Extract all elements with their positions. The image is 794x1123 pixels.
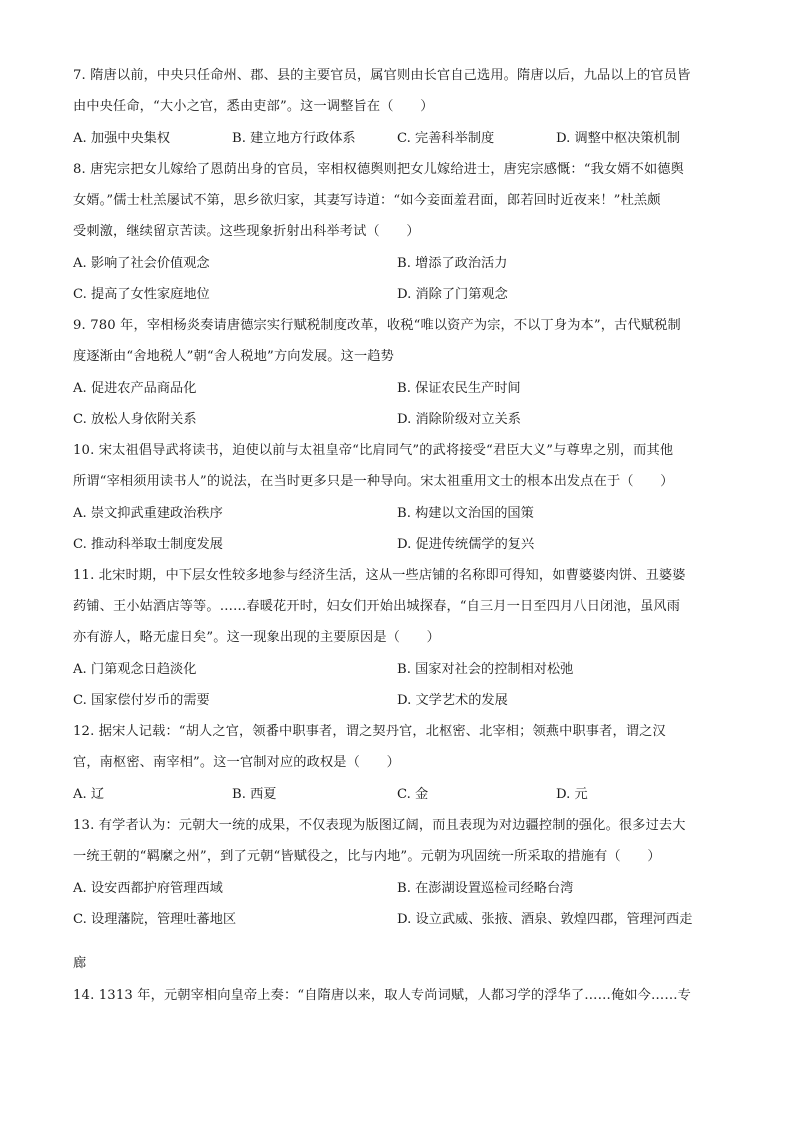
q10-stem-line-2: 所谓“宰相须用读书人”的说法，在当时更多只是一种导向。宋太祖重用文士的根本出发点在于（ ）	[73, 474, 674, 489]
q9-stem-line-1: 9. 780 年，宰相杨炎奏请唐德宗实行赋税制度改革，收税“唯以资产为宗，不以丁身为本”，古代赋税制	[73, 318, 681, 333]
q8-option-c: C. 提高了女性家庭地位	[73, 287, 210, 302]
q13-option-d: D. 设立武威、张掖、酒泉、敦煌四郡，管理河西走	[397, 912, 693, 927]
q9-option-a: A. 促进农产品商品化	[73, 381, 197, 396]
q13-option-c: C. 设理藩院，管理吐蕃地区	[73, 912, 237, 927]
q11-stem-line-3: 亦有游人，略无虚日矣”。这一现象出现的主要原因是（ ）	[73, 630, 441, 645]
q12-stem-line-1: 12. 据宋人记载：“胡人之官，领番中职事者，谓之契丹官，北枢密、北宰相；领燕中职事者，谓之汉	[73, 724, 666, 739]
q9-stem-line-2: 度逐渐由“舍地税人”朝“舍人税地”方向发展。这一趋势	[73, 349, 394, 364]
q7-option-c: C. 完善科举制度	[397, 131, 495, 146]
q10-option-d: D. 促进传统儒学的复兴	[397, 537, 535, 552]
q12-option-d: D. 元	[556, 787, 588, 802]
q7-stem-line-1: 7. 隋唐以前，中央只任命州、郡、县的主要官员，属官则由长官自己选用。隋唐以后，九品以上的官员皆	[73, 68, 691, 83]
q12-option-b: B. 西夏	[232, 787, 277, 802]
q8-option-a: A. 影响了社会价值观念	[73, 256, 210, 271]
q11-option-d: D. 文学艺术的发展	[397, 693, 508, 708]
q9-option-c: C. 放松人身依附关系	[73, 412, 197, 427]
q11-stem-line-1: 11. 北宋时期，中下层女性较多地参与经济生活，这从一些店铺的名称即可得知，如曹婆婆肉饼、丑婆婆	[73, 568, 686, 583]
q8-option-b: B. 增添了政治活力	[397, 256, 508, 271]
q10-option-b: B. 构建以文治国的国策	[397, 506, 534, 521]
q7-option-b: B. 建立地方行政体系	[232, 131, 356, 146]
q8-option-d: D. 消除了门第观念	[397, 287, 508, 302]
q12-stem-line-2: 官，南枢密、南宰相”。这一官制对应的政权是（ ）	[73, 755, 400, 770]
q7-option-a: A. 加强中央集权	[73, 131, 171, 146]
q9-option-d: D. 消除阶级对立关系	[397, 412, 521, 427]
q7-stem-line-2: 由中央任命，“大小之官，悉由吏部”。这一调整旨在（ ）	[73, 99, 434, 114]
q9-option-b: B. 保证农民生产时间	[397, 381, 521, 396]
q11-option-a: A. 门第观念日趋淡化	[73, 662, 197, 677]
q10-option-c: C. 推动科举取士制度发展	[73, 537, 223, 552]
q14-stem-line-1: 14. 1313 年，元朝宰相向皇帝上奏：“自隋唐以来，取人专尚词赋，人都习学的浮华了……俺如今……专	[73, 988, 691, 1003]
q11-option-c: C. 国家偿付岁币的需要	[73, 693, 210, 708]
q8-stem-line-3: 受刺激，继续留京苦读。这些现象折射出科举考试（ ）	[73, 224, 420, 239]
q13-option-b: B. 在澎湖设置巡检司经略台湾	[397, 881, 574, 896]
q13-option-d-wrap: 廊	[73, 956, 87, 971]
q11-stem-line-2: 药铺、王小姑酒店等等。……春暖花开时，妇女们开始出城探春，“自三月一日至四月八日闭池，虽风雨	[73, 599, 681, 614]
q10-option-a: A. 崇文抑武重建政治秩序	[73, 506, 223, 521]
q11-option-b: B. 国家对社会的控制相对松弛	[397, 662, 574, 677]
q12-option-c: C. 金	[397, 787, 429, 802]
q12-option-a: A. 辽	[73, 787, 105, 802]
q13-stem-line-1: 13. 有学者认为：元朝大一统的成果，不仅表现为版图辽阔，而且表现为对边疆控制的强化。很多过去大	[73, 818, 686, 833]
q13-stem-line-2: 一统王朝的“羁縻之州”，到了元朝“皆赋役之，比与内地”。元朝为巩固统一所采取的措施有（ ）	[73, 849, 661, 864]
q7-option-d: D. 调整中枢决策机制	[556, 131, 680, 146]
q13-option-a: A. 设安西都护府管理西域	[73, 881, 223, 896]
q10-stem-line-1: 10. 宋太祖倡导武将读书，迫使以前与太祖皇帝“比肩同气”的武将接受“君臣大义”与尊卑之别，而其他	[73, 443, 674, 458]
q8-stem-line-1: 8. 唐宪宗把女儿嫁给了恩荫出身的官员，宰相权德舆则把女儿嫁给进士，唐宪宗感慨：“我女婿不如德舆	[73, 162, 684, 177]
q8-stem-line-2: 女婿。”儒士杜羔屡试不第，思乡欲归家，其妻写诗道：“如今妾面羞君面，郎若回时近夜来！”杜羔颇	[73, 193, 661, 208]
